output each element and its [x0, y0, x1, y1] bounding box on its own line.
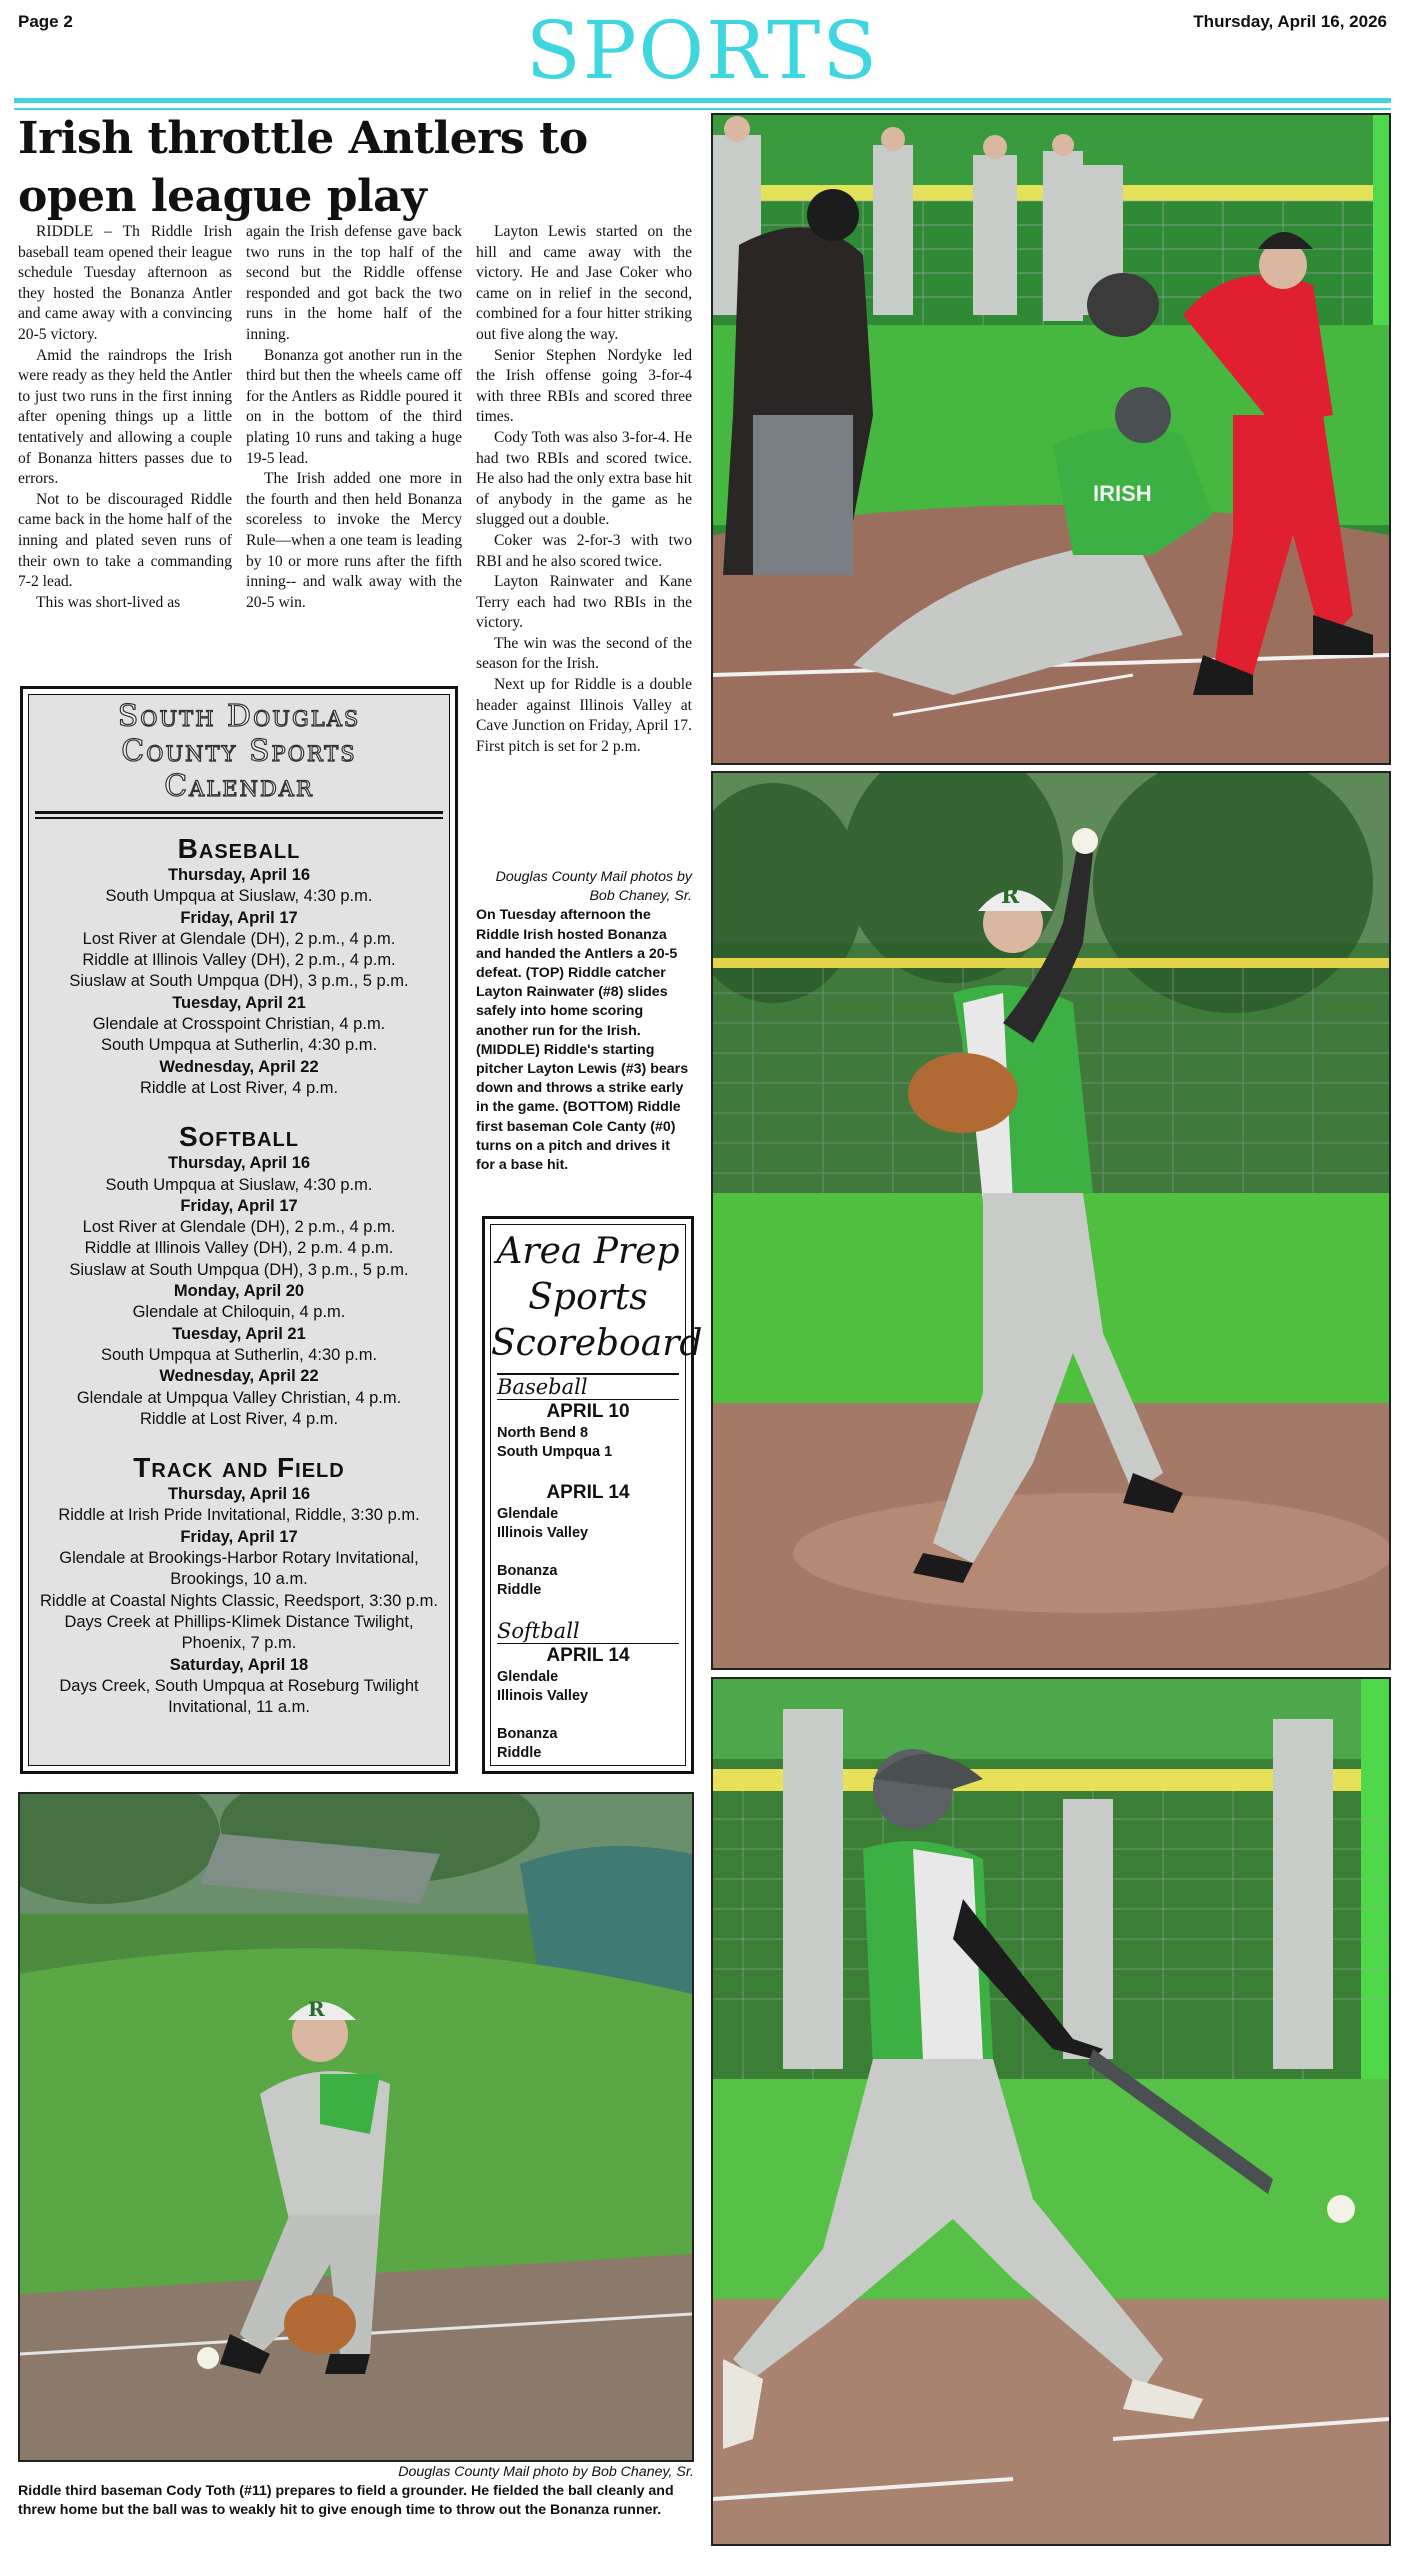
calendar-event: South Umpqua at Siuslaw, 4:30 p.m. — [105, 1175, 373, 1194]
scoreboard-spacer — [497, 1706, 679, 1725]
calendar-title — [29, 699, 449, 804]
article-paragraph: Next up for Riddle is a double header against Illinois Valley at Cave Junction on Friday, April 17. First pitch is set for 2 p.m. — [476, 676, 692, 755]
calendar-title-rule-thin — [35, 817, 443, 819]
scoreboard-sport-heading: Softball — [497, 1619, 679, 1644]
calendar-title-rule — [35, 811, 443, 814]
calendar-event: South Umpqua at Siuslaw, 4:30 p.m. — [105, 887, 373, 906]
article-paragraph: Layton Lewis started on the hill and came away with the victory. He and Jase Coker who came on in relief in the second, combined for a four hitter striking out five along the way. — [476, 223, 692, 343]
calendar-day-heading: Thursday, April 16 — [167, 1154, 311, 1173]
photo-pitcher-delivery — [711, 771, 1391, 1670]
scoreboard-team: Illinois Valley — [497, 1525, 589, 1541]
scoreboard-title-line: Sports — [528, 1277, 648, 1318]
article-headline: Irish throttle Antlers to open league play — [18, 113, 588, 222]
calendar-event: Glendale at Brookings-Harbor Rotary Invitational, Brookings, 10 a.m. — [59, 1549, 419, 1589]
scoreboard-spacer — [497, 1462, 679, 1481]
article-paragraph: Bonanza got another run in the third but then the wheels came off for the Antlers as Riddle poured it on in the bottom of the third plating 10 runs and taking a huge 19-5 lead. — [246, 346, 462, 467]
calendar-spacer — [33, 1099, 445, 1121]
scoreboard-date: APRIL 14 — [546, 1645, 630, 1666]
article-paragraph: The win was the second of the season for the Irish. — [476, 634, 692, 673]
article-paragraph: Cody Toth was also 3-for-4. He had two RBIs and scored twice. He also had the only extra base hit of anybody in the game as he slugged out a double. — [476, 428, 692, 529]
calendar-day-heading: Friday, April 17 — [180, 1527, 298, 1546]
issue-date: Thursday, April 16, 2026 — [1193, 12, 1387, 31]
bottom-cutline-text: Riddle third baseman Cody Toth (#11) prepares to field a grounder. He fielded the ball cleanly and threw home but the ball was to weakly hit to give enough time to throw out the Bonanza runner. — [18, 2483, 674, 2519]
calendar-event: Riddle at Irish Pride Invitational, Riddle, 3:30 p.m. — [58, 1506, 420, 1525]
calendar-event: Riddle at Illinois Valley (DH), 2 p.m., 4 p.m. — [82, 951, 396, 970]
scoreboard-team: Glendale — [497, 1506, 559, 1522]
calendar-event: Lost River at Glendale (DH), 2 p.m., 4 p.m. — [82, 1218, 396, 1237]
calendar-listings — [33, 833, 445, 1718]
calendar-event: South Umpqua at Sutherlin, 4:30 p.m. — [100, 1036, 378, 1055]
photo-credit: Douglas County Mail photos by Bob Chaney, Sr. — [495, 869, 692, 905]
calendar-sport-heading: Track and Field — [133, 1452, 345, 1484]
scoreboard-team: Bonanza — [497, 1726, 558, 1742]
calendar-day-heading: Wednesday, April 22 — [159, 1057, 319, 1076]
bottom-photo-credit: Douglas County Mail photo by Bob Chaney, Sr. — [398, 2464, 694, 2480]
calendar-sport-heading: Baseball — [177, 833, 301, 864]
calendar-event: Glendale at Chiloquin, 4 p.m. — [132, 1303, 346, 1322]
scoreboard-box — [482, 1216, 703, 1774]
calendar-event: Siuslaw at South Umpqua (DH), 3 p.m., 5 p.m. — [69, 1260, 409, 1279]
article-column-1 — [18, 222, 232, 613]
scoreboard-spacer — [497, 1543, 679, 1562]
calendar-title-line: South Douglas — [117, 699, 361, 734]
calendar-event: Glendale at Crosspoint Christian, 4 p.m. — [92, 1015, 386, 1034]
calendar-event: Riddle at Illinois Valley (DH), 2 p.m. 4 p.m. — [84, 1239, 394, 1258]
calendar-day-heading: Friday, April 17 — [180, 1196, 298, 1215]
cutline-text: On Tuesday afternoon the Riddle Irish hosted Bonanza and handed the Antlers a 20-5 defeat. (TOP) Riddle catcher Layton Rainwater (#8) slides safely into home scoring another run for the Irish. (MIDDLE) Riddle's starting pitcher Layton Lewis (#3) bears down and throws a strike early in the game. (BOTTOM) Riddle first baseman Cole Canty (#0) turns on a pitch and drives it for a base hit. — [476, 907, 689, 1174]
scoreboard-team: Illinois Valley — [497, 1688, 589, 1704]
article-column-3 — [476, 222, 692, 757]
photo-batter-swing — [711, 1677, 1391, 2546]
scoreboard-team: Bonanza — [497, 1563, 558, 1579]
article-paragraph: Layton Rainwater and Kane Terry each had two RBIs in the victory. — [476, 573, 692, 632]
bottom-photo-caption — [18, 2463, 694, 2521]
article-paragraph: again the Irish defense gave back two runs in the top half of the second but the Riddle offense responded and got back the two runs in the home half of the inning. — [246, 223, 462, 343]
calendar-day-heading: Monday, April 20 — [173, 1282, 305, 1301]
article-paragraph: Not to be discouraged Riddle came back in the home half of the inning and plated seven runs of their own to take a commanding 7-2 lead. — [18, 490, 232, 591]
calendar-day-heading: Saturday, April 18 — [169, 1655, 309, 1674]
helmet-letter: R — [1001, 883, 1020, 909]
photo-third-baseman — [18, 1792, 694, 2462]
calendar-day-heading: Thursday, April 16 — [167, 1485, 311, 1504]
article-paragraph: Coker was 2-for-3 with two RBI and he also scored twice. — [476, 531, 692, 570]
calendar-event: Riddle at Lost River, 4 p.m. — [139, 1078, 339, 1097]
scoreboard-sport-heading: Baseball — [497, 1375, 679, 1400]
section-title: SPORTS — [525, 4, 880, 97]
calendar-event: Glendale at Umpqua Valley Christian, 4 p.m. — [76, 1388, 402, 1407]
calendar-event: Lost River at Glendale (DH), 2 p.m., 4 p.m. — [82, 929, 396, 948]
article-paragraph: Senior Stephen Nordyke led the Irish offense going 3-for-4 with three RBIs and scored three times. — [476, 346, 692, 426]
photo-slide-at-home — [711, 113, 1391, 765]
calendar-event: Days Creek, South Umpqua at Roseburg Twilight Invitational, 11 a.m. — [59, 1676, 419, 1717]
calendar-day-heading: Tuesday, April 21 — [172, 1324, 306, 1343]
calendar-event: Siuslaw at South Umpqua (DH), 3 p.m., 5 p.m. — [69, 972, 409, 991]
article-column-2 — [246, 222, 462, 613]
photo-cutline — [476, 868, 692, 1175]
jersey-lettering: IRISH — [1093, 481, 1152, 506]
scoreboard-date: APRIL 14 — [546, 1482, 630, 1503]
scoreboard-team: Glendale — [497, 1669, 559, 1685]
calendar-day-heading: Thursday, April 16 — [167, 866, 311, 884]
scoreboard-title-line: Area Prep — [496, 1231, 680, 1272]
calendar-event: Days Creek at Phillips-Klimek Distance Twilight, Phoenix, 7 p.m. — [64, 1612, 414, 1653]
scoreboard-spacer — [497, 1600, 679, 1619]
calendar-title-line: County Sports — [121, 734, 357, 769]
scoreboard-team: South Umpqua 1 — [497, 1444, 613, 1460]
calendar-day-heading: Friday, April 17 — [180, 908, 298, 927]
article-paragraph: Amid the raindrops the Irish were ready as they held the Antler to just two runs in the first inning after opening things up a little tentatively and allowing a couple of Bonanza hitters passes due to errors. — [18, 346, 232, 488]
article-paragraph: This was short-lived as — [36, 593, 181, 611]
calendar-event: Riddle at Lost River, 4 p.m. — [139, 1409, 339, 1428]
scoreboard-date: APRIL 10 — [546, 1401, 630, 1422]
scoreboard-team: Riddle — [497, 1582, 542, 1598]
scoreboard-team: Riddle — [497, 1745, 542, 1761]
header-rule — [14, 98, 1391, 103]
helmet-letter-fielder: R — [308, 1997, 325, 2021]
page-number: Page 2 — [18, 12, 73, 31]
calendar-sport-heading: Softball — [179, 1121, 299, 1153]
calendar-day-heading: Tuesday, April 21 — [172, 993, 306, 1012]
article-paragraph: RIDDLE – Th Riddle Irish baseball team opened their league schedule Tuesday afternoon as they hosted the Bonanza Antler and came away with a convincing 20-5 victory. — [18, 223, 232, 343]
scoreboard-title — [491, 1229, 703, 1367]
calendar-event: Riddle at Coastal Nights Classic, Reedsport, 3:30 p.m. — [39, 1591, 438, 1610]
scoreboard-title-line: Scoreboard — [491, 1323, 703, 1364]
calendar-day-heading: Wednesday, April 22 — [159, 1367, 319, 1386]
calendar-event: South Umpqua at Sutherlin, 4:30 p.m. — [100, 1345, 378, 1364]
sports-calendar-box — [20, 686, 458, 1774]
article-paragraph: The Irish added one more in the fourth and then held Bonanza scoreless to invoke the Mercy Rule—when a one team is leading by 10 or more runs after the fifth inning-- and walk away with the 20-5 win. — [246, 470, 462, 611]
scoreboard-team: North Bend 8 — [497, 1425, 589, 1441]
calendar-spacer — [33, 1430, 445, 1452]
scoreboard-results — [497, 1375, 679, 1763]
calendar-title-line: Calendar — [164, 769, 314, 804]
